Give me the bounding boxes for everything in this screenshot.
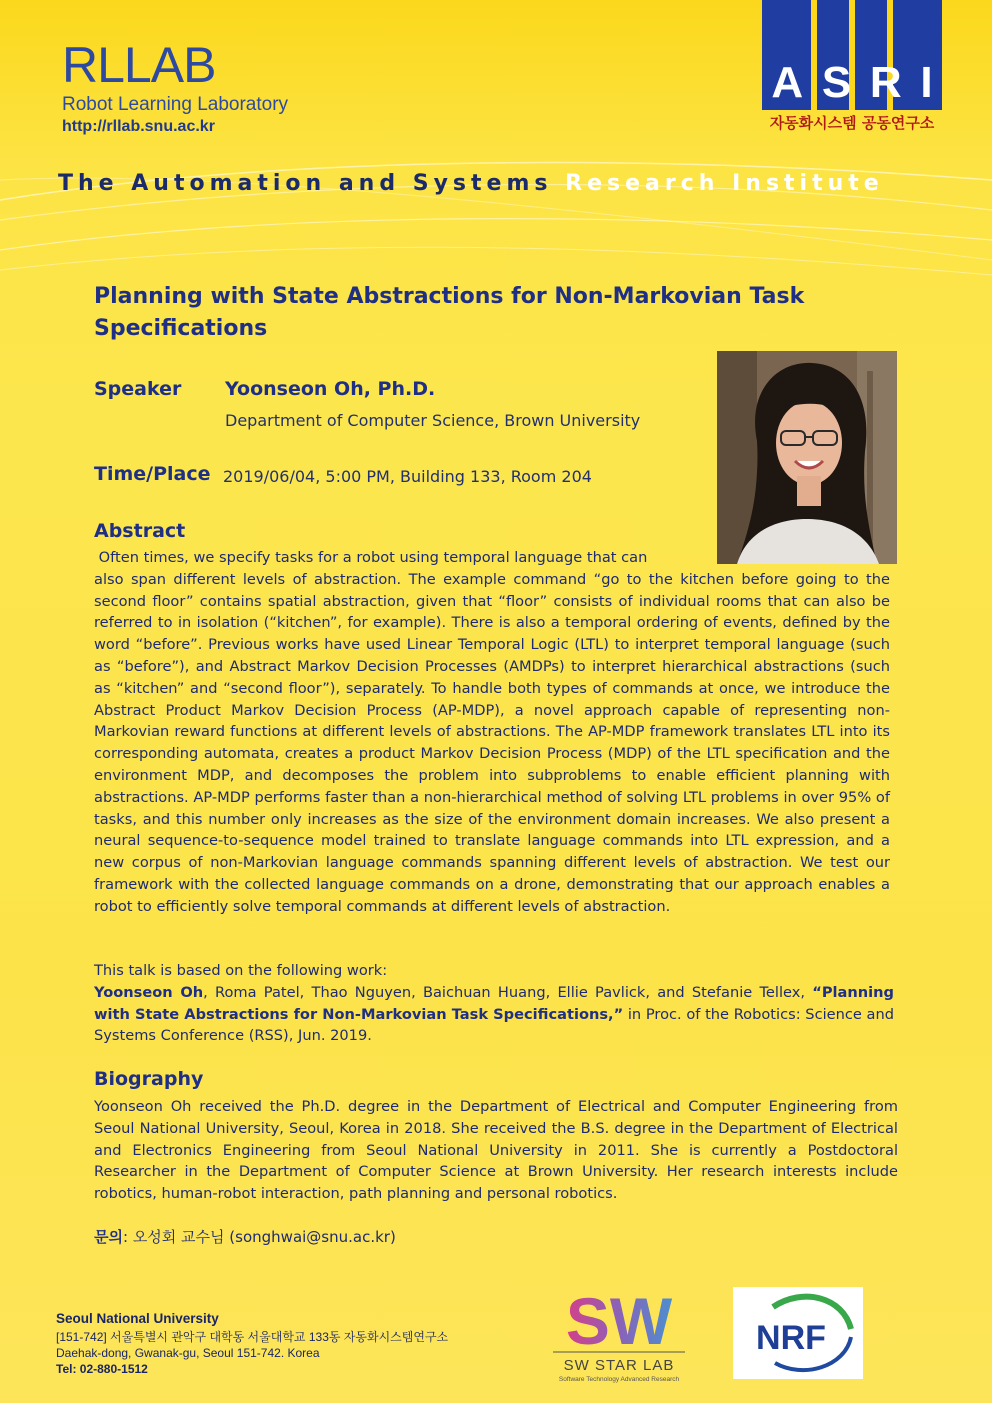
- speaker-label: Speaker: [94, 378, 182, 400]
- contact-colon: :: [122, 1228, 133, 1246]
- footer-address: [56, 1309, 448, 1377]
- time-place-value: 2019/06/04, 5:00 PM, Building 133, Room 204: [223, 467, 592, 486]
- sw-logo-sub: Software Technology Advanced Research: [558, 1376, 680, 1383]
- rllab-url: http://rllab.snu.ac.kr: [62, 118, 215, 135]
- asri-letter: I: [920, 58, 933, 107]
- footer-tel: Tel: 02-880-1512: [56, 1362, 148, 1376]
- reference-paper-title: “Planning with State Abstractions for Non-Markovian Task Specifications,”: [94, 983, 894, 1023]
- institute-name-light: Research Institute: [565, 171, 884, 196]
- reference-block: [94, 960, 894, 1047]
- biography-heading: Biography: [94, 1068, 204, 1090]
- asri-letters: [762, 58, 942, 108]
- abstract-heading: Abstract: [94, 520, 186, 542]
- reference-intro: This talk is based on the following work:: [94, 962, 388, 979]
- reference-other-authors: , Roma Patel, Thao Nguyen, Baichuan Huang, Ellie Pavlick, and Stefanie Tellex,: [203, 983, 805, 1001]
- nrf-logo: [733, 1287, 863, 1379]
- time-place-label: Time/Place: [94, 463, 211, 485]
- decorative-swirl-lines: [0, 140, 992, 280]
- sw-logo-mark: SW: [565, 1284, 673, 1358]
- rllab-logo: [62, 38, 288, 136]
- footer-address-en: Daehak-dong, Gwanak-gu, Seoul 151-742. Korea: [56, 1346, 320, 1360]
- speaker-affiliation: Department of Computer Science, Brown University: [225, 411, 641, 430]
- asri-letter: S: [821, 58, 852, 107]
- sw-star-lab-logo: [549, 1282, 689, 1387]
- speaker-photo: [717, 351, 897, 564]
- reference-first-author: Yoonseon Oh: [94, 983, 204, 1001]
- asri-korean-name: 자동화시스템 공동연구소: [769, 114, 935, 132]
- footer-address-kr: [151-742] 서울특별시 관악구 대학동 서울대학교 133동 자동화시스템연구소: [56, 1330, 449, 1344]
- speaker-name: Yoonseon Oh, Ph.D.: [225, 378, 436, 400]
- sw-logo-lab: SW STAR LAB: [563, 1357, 675, 1374]
- rllab-subtitle: Robot Learning Laboratory: [62, 94, 289, 115]
- asri-logo: [762, 0, 942, 134]
- institute-name-dark: The Automation and Systems: [58, 171, 553, 196]
- biography-text: Yoonseon Oh received the Ph.D. degree in the Department of Electrical and Computer Engineering from Seoul National University, Seoul, Korea in 2018. She received the B.S. degree in the Department of Electrical and Electronics Engineering from Seoul National University in 2011. She is currently a Postdoctoral Researcher in the Department of Computer Science at Brown University. Her research interests include robotics, human-robot interaction, path planning and personal robotics.: [94, 1098, 898, 1203]
- asri-letter: R: [869, 58, 902, 107]
- reference-citation: [94, 982, 894, 1047]
- asri-letter: A: [771, 58, 804, 107]
- abstract-text: [94, 547, 890, 918]
- contact-email[interactable]: (songhwai@snu.ac.kr): [224, 1228, 396, 1246]
- abstract-first-line: Often times, we specify tasks for a robot using temporal language that can: [94, 549, 648, 566]
- contact-name: 오성회 교수님: [132, 1228, 225, 1246]
- talk-title: Planning with State Abstractions for Non-Markovian Task Specifications: [94, 284, 805, 341]
- footer-university: Seoul National University: [56, 1311, 219, 1326]
- contact-label: 문의: [94, 1228, 123, 1246]
- contact-line: [94, 1226, 396, 1247]
- abstract-body: also span different levels of abstraction. The example command “go to the kitchen before going to the second floor” contains spatial abstraction, given that “floor” consists of individual rooms that can also be referred to in isolation (“kitchen”, for example). There is also a temporal ordering of events, defined by the word “before”. Previous works have used Linear Temporal Logic (LTL) to interpret temporal language (such as “before”), and Abstract Markov Decision Processes (AMDPs) to interpret hierarchical abstractions (such as “kitchen” and “second floor”), separately. To handle both types of commands at once, we introduce the Abstract Product Markov Decision Process (AP-MDP), a novel approach capable of representing non-Markovian reward functions at different levels of abstractions. The AP-MDP framework translates LTL into its corresponding automata, creates a product Markov Decision Process (MDP) of the LTL specification and the environment MDP, and decomposes the problem into subproblems to enable efficient planning with abstractions. AP-MDP performs faster than a non-hierarchical method of solving LTL problems in over 95% of tasks, and this number only increases as the size of the environment domain increases. We also present a neural sequence-to-sequence model trained to translate language commands into LTL expression, and a new corpus of non-Markovian language commands spanning different levels of abstraction. We test our framework with the collected language commands on a drone, demonstrating that our approach enables a robot to efficiently solve temporal commands at different levels of abstraction.: [94, 570, 890, 915]
- reference-venue: in Proc. of the Robotics: Science and Systems Conference (RSS), Jun. 2019.: [94, 1005, 894, 1045]
- institute-name: [58, 171, 884, 196]
- nrf-logo-mark: NRF: [756, 1319, 826, 1357]
- rllab-logo-mark: RLLAB: [62, 37, 216, 93]
